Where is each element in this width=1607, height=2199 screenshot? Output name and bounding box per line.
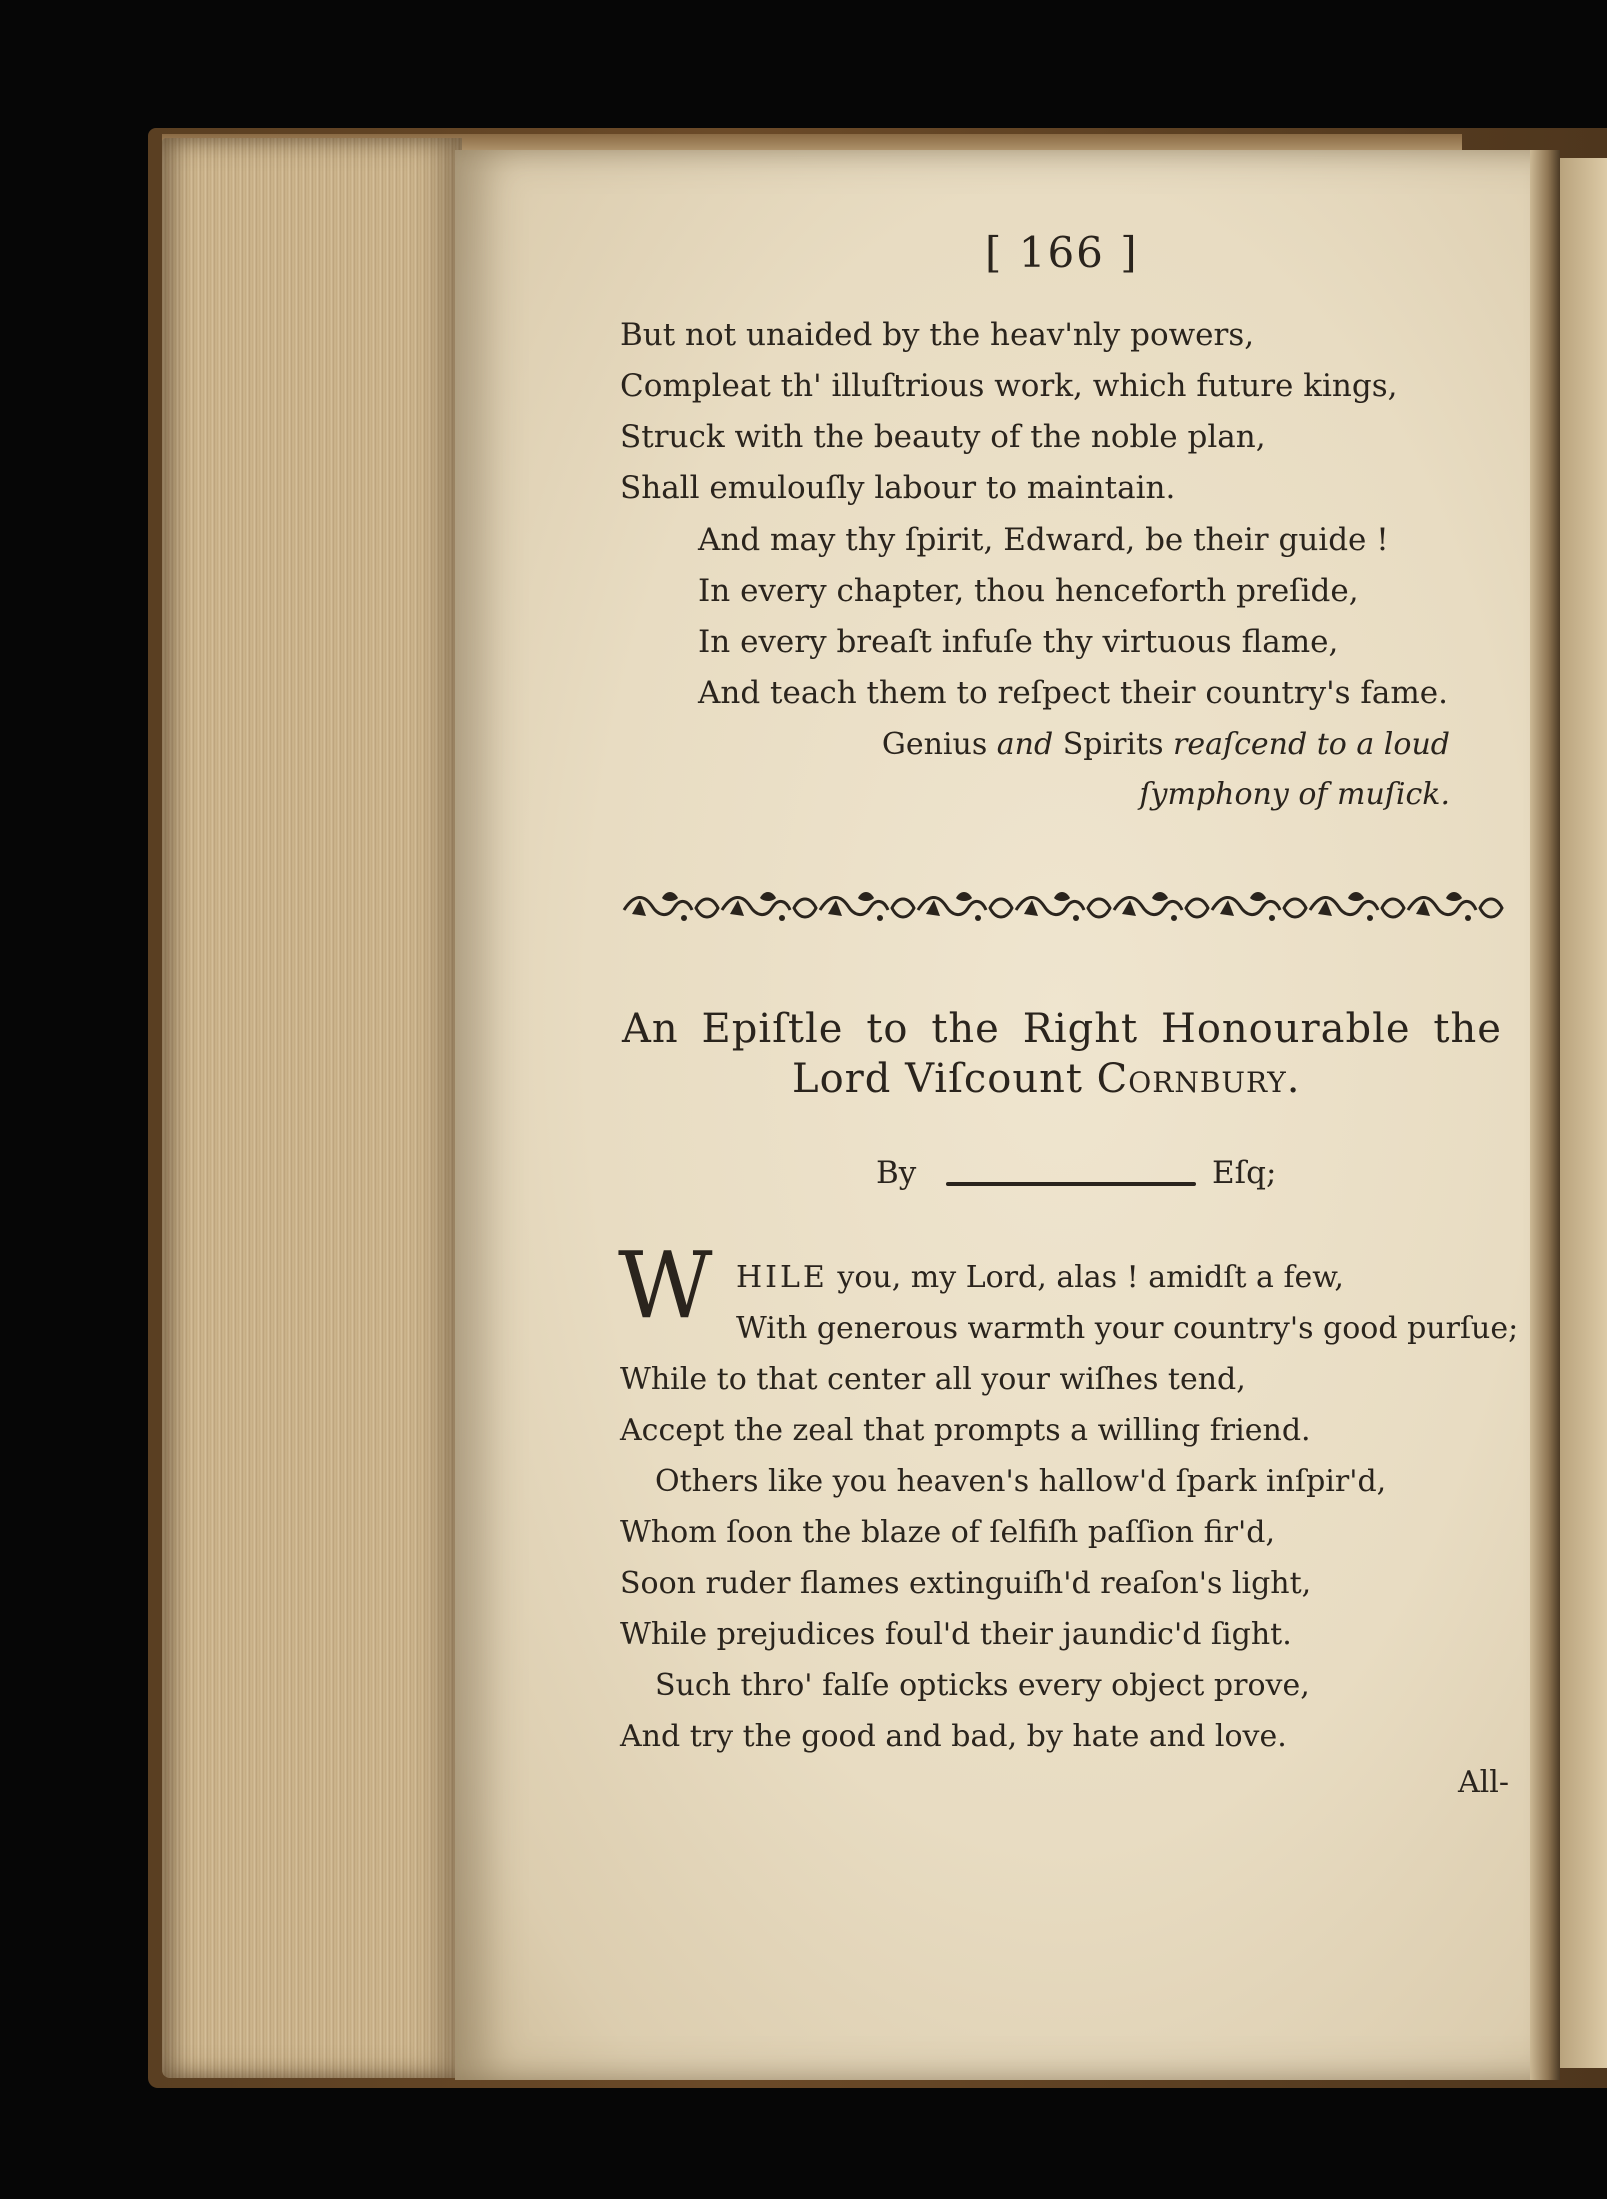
poem-stanza-2	[698, 515, 1448, 719]
epistle-opening-lines	[736, 1252, 1518, 1354]
poem-line: Soon ruder flames extinguiſh'd reaſon's light,	[620, 1566, 1312, 1601]
epistle-lines-b	[620, 1507, 1311, 1660]
poem-line-indented: Others like you heaven's hallow'd ſpark inſpir'd,	[655, 1464, 1387, 1499]
page-edges-stack	[162, 138, 462, 2078]
epistle-lines-a	[620, 1354, 1311, 1456]
epistle-title-line-2: Lord Viſcount Cornbury.	[792, 1056, 1301, 1102]
page-number: [ 166 ]	[985, 228, 1139, 277]
byline: By	[876, 1155, 917, 1191]
poem-line: Struck with the beauty of the noble plan,	[620, 419, 1266, 455]
poem-line: HILE you, my Lord, alas ! amidſt a few,	[736, 1260, 1344, 1295]
drop-cap: W	[618, 1232, 713, 1339]
poem-line: In every chapter, thou henceforth preſide,	[698, 573, 1359, 609]
author-blank-rule	[946, 1182, 1196, 1186]
stage-direction-line-2: ſymphony of muſick.	[1139, 777, 1450, 812]
poem-line: And teach them to reſpect their country's fame.	[698, 675, 1448, 711]
epistle-title-line-1: An Epiſtle to the Right Honourable the	[622, 1006, 1502, 1052]
poem-line: While prejudices foul'd their jaundic'd ſight.	[620, 1617, 1292, 1652]
book-gutter	[1530, 150, 1560, 2080]
poem-line: Compleat th' illuſtrious work, which future kings,	[620, 368, 1398, 404]
poem-line-indented: Such thro' falſe opticks every object prove,	[655, 1668, 1310, 1703]
facing-page-edge	[1560, 158, 1607, 2068]
poem-line: Whom ſoon the blaze of ſelfiſh paſſion fir'd,	[620, 1515, 1276, 1550]
poem-line: With generous warmth your country's good purſue;	[736, 1311, 1519, 1346]
ornamental-divider	[622, 888, 1507, 928]
poem-line: In every breaſt infuſe thy virtuous flame,	[698, 624, 1339, 660]
poem-stanza-1	[620, 310, 1398, 514]
catchword: All-	[1458, 1765, 1509, 1800]
poem-line: Accept the zeal that prompts a willing friend.	[620, 1413, 1311, 1448]
poem-line: And may thy ſpirit, Edward, be their guide !	[698, 522, 1389, 558]
poem-line: But not unaided by the heav'nly powers,	[620, 317, 1255, 353]
byline-esq: Eſq;	[1212, 1155, 1277, 1191]
poem-line: Shall emulouſly labour to maintain.	[620, 470, 1176, 506]
stage-direction	[860, 720, 1450, 820]
poem-line: While to that center all your wiſhes tend,	[620, 1362, 1246, 1397]
poem-line: And try the good and bad, by hate and love.	[620, 1719, 1287, 1754]
stage-direction-line-1: Genius and Spirits reaſcend to a loud	[881, 727, 1450, 762]
